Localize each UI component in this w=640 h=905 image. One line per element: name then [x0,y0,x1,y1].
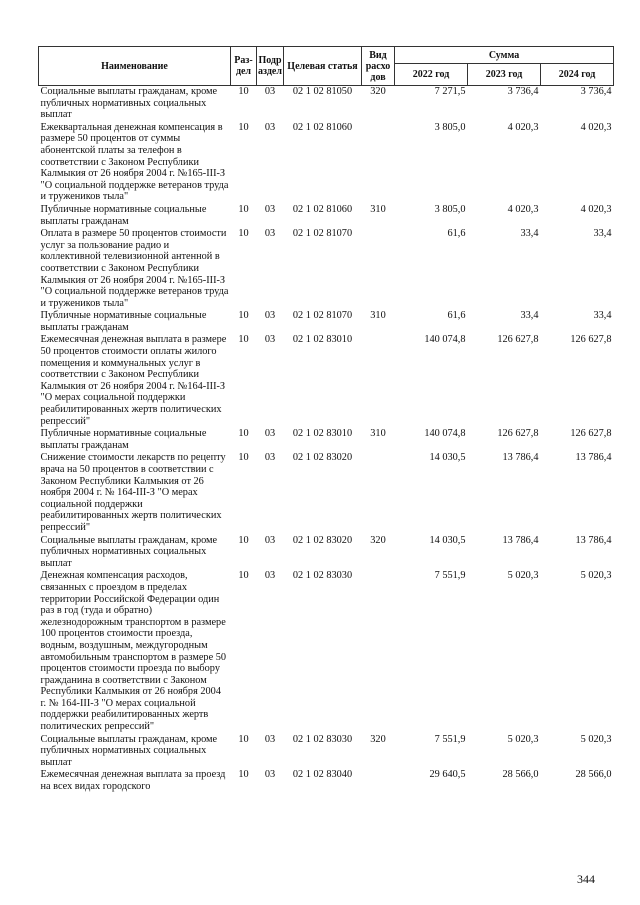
cell-sum-2022: 7 551,9 [434,733,466,745]
cell-podrazdel: 03 [264,452,276,464]
cell-vid-rashodov [362,122,395,204]
col-header-celevaya-statya: Целевая статья [284,47,362,86]
cell-sum-2024: 28 566,0 [575,769,612,781]
cell-sum-2022: 14 030,5 [429,534,466,546]
cell-vid-rashodov: 320 [370,733,386,745]
col-header-2023: 2023 год [468,64,541,86]
table-row [39,535,614,571]
table-row [39,310,614,334]
cell-name: Снижение стоимости лекарств по рецепту врача на 50 процентов в соответствии с Законом Республики Калмыкия от 26 ноября 2004 г. № 164-III-З "О мерах социальной поддержки реабилитированных жертв политических репрессий" [40,452,226,533]
cell-sum-2022: 7 551,9 [434,570,466,582]
cell-celevaya-statya: 02 1 02 81070 [292,310,353,322]
cell-sum-2024: 5 020,3 [580,733,612,745]
cell-podrazdel: 03 [264,121,276,133]
cell-sum-2022: 3 805,0 [434,121,466,133]
cell-razdel: 10 [238,570,249,582]
budget-table-container [38,46,613,794]
cell-name: Публичные нормативные социальные выплаты гражданам [40,310,207,333]
cell-razdel: 10 [238,534,249,546]
table-row [39,570,614,733]
cell-name: Ежемесячная денежная выплата в размере 50 процентов стоимости оплаты жилого помещения и коммунальных услуг в соответствии с Законом Республики Калмыкия от 26 ноября 2004 г. №164-III-З "О мерах социальной поддержки реабилитированных жертв политических репрессий" [40,334,227,427]
cell-sum-2022: 61,6 [447,310,466,322]
table-row [39,86,614,122]
cell-vid-rashodov: 320 [370,534,386,546]
cell-razdel: 10 [238,733,249,745]
cell-celevaya-statya: 02 1 02 83030 [292,733,353,745]
cell-name: Публичные нормативные социальные выплаты гражданам [40,203,207,227]
col-header-2022: 2022 год [395,64,468,86]
cell-vid-rashodov [362,334,395,428]
cell-celevaya-statya: 02 1 02 83020 [292,452,353,464]
cell-razdel: 10 [238,203,249,215]
cell-sum-2023: 5 020,3 [507,733,539,745]
page-number: 344 [577,872,595,886]
table-row [39,334,614,428]
cell-name: Социальные выплаты гражданам, кроме публичных нормативных социальных выплат [40,733,218,768]
cell-vid-rashodov [362,769,395,793]
cell-sum-2022: 140 074,8 [424,334,466,346]
cell-sum-2023: 126 627,8 [497,334,539,346]
cell-sum-2024: 126 627,8 [570,334,612,346]
cell-name: Денежная компенсация расходов, связанных с проездом в пределах территории Российской Федерации один раз в год (туда и обратно) железнодорожным транспортом в размере 100 процентов стоимости проезда, водным, воздушным, междугородным автомобильным транспортом в размере 50 процентов стоимости проезда по выбору гражданина в соответствии с Законом Республики Калмыкия от 26 ноября 2004 г. № 164-III-З "О мерах социальной поддержки реабилитированных жертв политических репрессий" [40,570,227,733]
cell-sum-2022: 140 074,8 [424,428,466,440]
cell-celevaya-statya: 02 1 02 83030 [292,570,353,582]
col-header-2024: 2024 год [541,64,614,86]
cell-celevaya-statya: 02 1 02 83040 [292,769,353,781]
cell-razdel: 10 [238,769,249,781]
cell-podrazdel: 03 [264,769,276,781]
cell-podrazdel: 03 [264,733,276,745]
table-row [39,204,614,228]
cell-podrazdel: 03 [264,428,276,440]
cell-name: Публичные нормативные социальные выплаты гражданам [40,428,207,451]
col-header-name: Наименование [39,47,231,86]
table-row [39,769,614,793]
cell-sum-2023: 4 020,3 [507,121,539,133]
cell-sum-2023: 33,4 [520,310,539,322]
cell-celevaya-statya: 02 1 02 81060 [292,203,353,215]
cell-celevaya-statya: 02 1 02 81050 [292,86,353,97]
cell-vid-rashodov [362,570,395,733]
cell-vid-rashodov: 310 [370,310,386,322]
cell-razdel: 10 [238,452,249,464]
cell-podrazdel: 03 [264,310,276,322]
cell-podrazdel: 03 [264,334,276,346]
cell-sum-2023: 13 786,4 [502,452,539,464]
cell-celevaya-statya: 02 1 02 81070 [292,228,353,240]
cell-razdel: 10 [238,86,249,97]
cell-sum-2024: 4 020,3 [580,121,612,133]
cell-razdel: 10 [238,334,249,346]
cell-name: Ежемесячная денежная выплата за проезд на всех видах городского [40,769,226,793]
table-row [39,122,614,204]
table-body [39,86,614,794]
cell-sum-2023: 3 736,4 [507,86,539,97]
cell-name: Социальные выплаты гражданам, кроме публичных нормативных социальных выплат [40,86,218,121]
cell-celevaya-statya: 02 1 02 83020 [292,534,353,546]
cell-celevaya-statya: 02 1 02 81060 [292,121,353,133]
cell-sum-2024: 5 020,3 [580,570,612,582]
cell-sum-2024: 13 786,4 [575,452,612,464]
cell-razdel: 10 [238,428,249,440]
cell-vid-rashodov: 310 [370,428,386,440]
cell-sum-2024: 13 786,4 [575,534,612,546]
cell-sum-2023: 126 627,8 [497,428,539,440]
cell-podrazdel: 03 [264,570,276,582]
cell-name: Оплата в размере 50 процентов стоимости услуг за пользование радио и коллективной телевизионной антенной в соответствии с Законом Республики Калмыкия от 26 ноября 2004 г. №165-III-З "О социальной поддержке ветеранов труда и тружеников тыла" [40,228,229,309]
cell-podrazdel: 03 [264,86,276,97]
cell-razdel: 10 [238,310,249,322]
table-row [39,452,614,534]
cell-razdel: 10 [238,228,249,240]
cell-sum-2022: 7 271,5 [434,86,466,97]
cell-razdel: 10 [238,121,249,133]
table-row [39,734,614,770]
cell-name: Ежеквартальная денежная компенсация в размере 50 процентов от суммы абонентской платы за телефон в соответствии с Законом Республики Калмыкия от 26 ноября 2004 г. №165-III-З "О социальной поддержке ветеранов труда и тружеников тыла" [40,121,229,203]
col-header-razdel: Раз-дел [231,47,257,86]
cell-sum-2022: 3 805,0 [434,203,466,215]
col-header-summa: Сумма [395,47,614,64]
cell-podrazdel: 03 [264,534,276,546]
cell-sum-2024: 3 736,4 [580,86,612,97]
cell-sum-2024: 4 020,3 [580,203,612,215]
cell-name: Социальные выплаты гражданам, кроме публичных нормативных социальных выплат [40,534,218,569]
table-row [39,428,614,452]
cell-sum-2023: 4 020,3 [507,203,539,215]
cell-vid-rashodov [362,228,395,310]
budget-table [38,46,614,794]
cell-vid-rashodov: 320 [370,86,386,97]
table-row [39,228,614,310]
col-header-podrazdel: Подр аздел [257,47,284,86]
cell-vid-rashodov [362,452,395,534]
cell-sum-2023: 13 786,4 [502,534,539,546]
cell-celevaya-statya: 02 1 02 83010 [292,428,353,440]
cell-sum-2024: 126 627,8 [570,428,612,440]
cell-sum-2023: 33,4 [520,228,539,240]
col-header-vid-rashodov: Вид расхо дов [362,47,395,86]
cell-sum-2022: 29 640,5 [429,769,466,781]
cell-podrazdel: 03 [264,228,276,240]
cell-sum-2024: 33,4 [593,228,612,240]
cell-podrazdel: 03 [264,203,276,215]
cell-sum-2023: 28 566,0 [502,769,539,781]
cell-sum-2023: 5 020,3 [507,570,539,582]
cell-sum-2022: 61,6 [447,228,466,240]
cell-sum-2024: 33,4 [593,310,612,322]
cell-vid-rashodov: 310 [370,203,386,215]
cell-sum-2022: 14 030,5 [429,452,466,464]
cell-celevaya-statya: 02 1 02 83010 [292,334,353,346]
